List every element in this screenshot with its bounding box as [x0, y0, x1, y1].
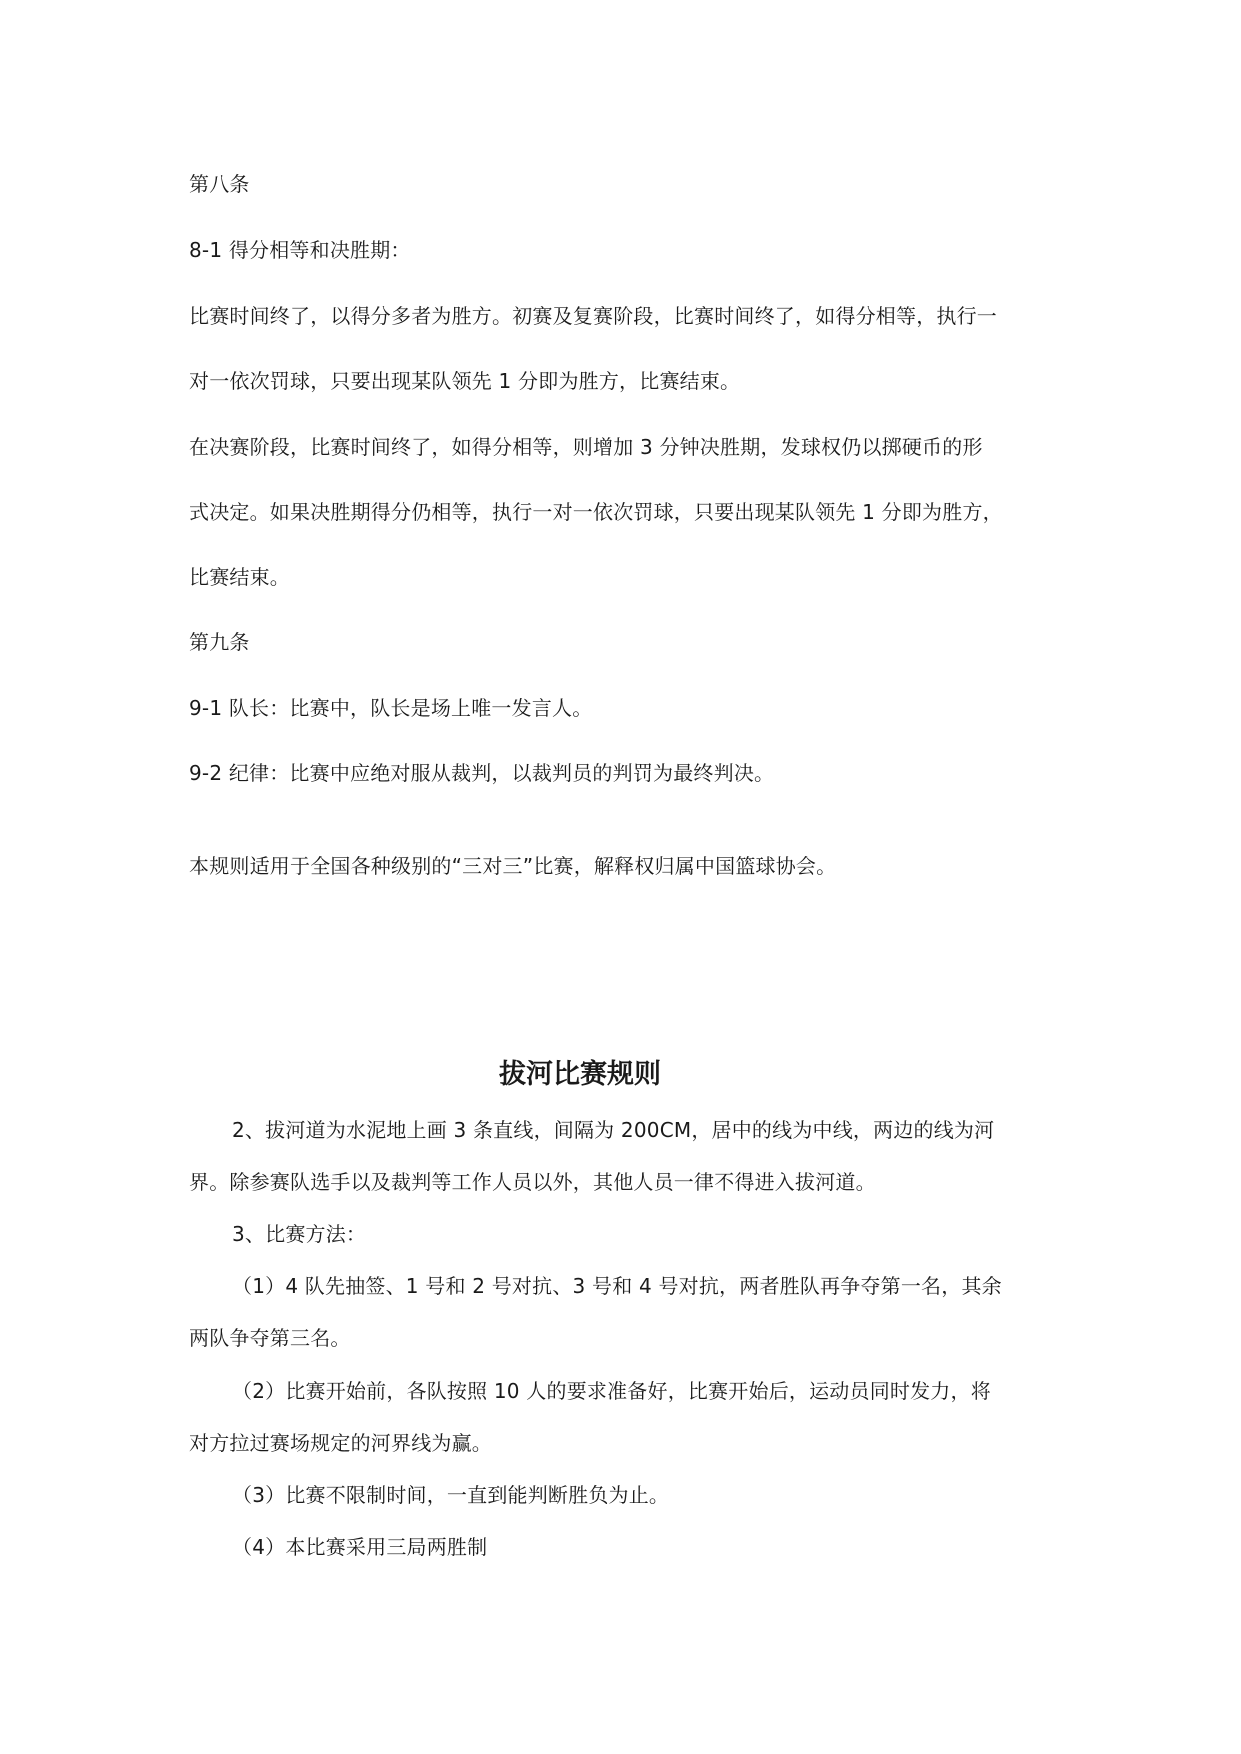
rule-3-heading: 3、比赛方法：: [232, 1222, 367, 1246]
method-4: （4）本比赛采用三局两胜制: [232, 1535, 488, 1559]
paragraph-final-line-3: 比赛结束。: [189, 565, 290, 589]
paragraph-final-line-2: 式决定。如果决胜期得分仍相等，执行一对一依次罚球，只要出现某队领先 1 分即为胜方，: [189, 500, 1003, 524]
section-9-1: 9-1 队长：比赛中，队长是场上唯一发言人。: [189, 696, 593, 720]
paragraph-tie-line-1: 比赛时间终了，以得分多者为胜方。初赛及复赛阶段，比赛时间终了，如得分相等，执行一: [189, 304, 997, 328]
method-3: （3）比赛不限制时间，一直到能判断胜负为止。: [232, 1483, 670, 1507]
method-2-line-1: （2）比赛开始前，各队按照 10 人的要求准备好，比赛开始后，运动员同时发力，将: [232, 1379, 991, 1403]
method-2-line-2: 对方拉过赛场规定的河界线为赢。: [189, 1431, 492, 1455]
rule-2-line-2: 界。除参赛队选手以及裁判等工作人员以外，其他人员一律不得进入拔河道。: [189, 1170, 876, 1194]
section-9-2: 9-2 纪律：比赛中应绝对服从裁判，以裁判员的判罚为最终判决。: [189, 761, 775, 785]
closing-statement: 本规则适用于全国各种级别的“三对三”比赛，解释权归属中国篮球协会。: [189, 854, 837, 878]
article-8-heading: 第八条: [189, 172, 250, 196]
method-1-line-2: 两队争夺第三名。: [189, 1326, 351, 1350]
paragraph-final-line-1: 在决赛阶段，比赛时间终了，如得分相等，则增加 3 分钟决胜期，发球权仍以掷硬币的形: [189, 435, 983, 459]
section-8-1-heading: 8-1 得分相等和决胜期：: [189, 238, 411, 262]
method-1-line-1: （1）4 队先抽签、1 号和 2 号对抗、3 号和 4 号对抗，两者胜队再争夺第一名，其余: [232, 1274, 1002, 1298]
rule-2-line-1: 2、拔河道为水泥地上画 3 条直线，间隔为 200CM，居中的线为中线，两边的线为河: [232, 1118, 995, 1142]
paragraph-tie-line-2: 对一依次罚球，只要出现某队领先 1 分即为胜方，比赛结束。: [189, 369, 741, 393]
article-9-heading: 第九条: [189, 630, 250, 654]
tug-of-war-title: 拔河比赛规则: [499, 1059, 661, 1090]
